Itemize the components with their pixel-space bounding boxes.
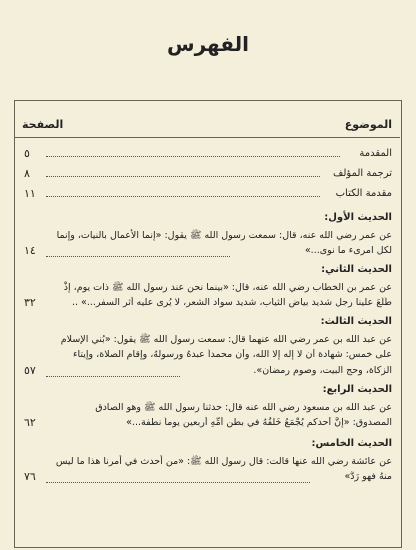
entry-title: ترجمة المؤلف: [333, 168, 392, 179]
dot-leader: [46, 156, 340, 157]
section-line: لكل امرىء ما نوى...»: [304, 245, 392, 256]
entry-page: ٧٦: [24, 470, 36, 483]
entry-page: ٥: [24, 147, 30, 160]
section-line: عن عبد الله بن مسعود رضي الله عنه قال: حدثنا رسول الله ﷺ وهو الصادق: [95, 402, 392, 413]
page-column-header: الصفحة: [22, 118, 64, 131]
section-line: المصدوق: «إنَّ أحدكم يُجْمَعُ خَلْقُهُ في بطن أمِّهِ أربعين يوماً نطفة...»: [126, 417, 392, 428]
topic-column-header: الموضوع: [344, 118, 392, 131]
entry-title: المقدمة: [359, 148, 392, 159]
dot-leader: [46, 176, 320, 177]
page-title: الفهرس: [166, 32, 249, 56]
section-line: طَلَعَ علينا رجل شديد بياض الثياب، شديد سواد الشعر، لا يُرى عليه أثر السفر...» ..: [72, 297, 392, 308]
section-line: عن عائشة رضي الله عنها قالت: قال رسول الله ﷺ: «من أحدث في أمرنا هذا ما ليس: [55, 456, 392, 467]
entry-title: مقدمة الكتاب: [335, 188, 392, 199]
dot-leader: [46, 196, 320, 197]
entry-page: ٨: [24, 167, 30, 180]
entry-page: ١١: [24, 187, 36, 200]
entry-page: ٥٧: [24, 364, 36, 377]
entry-page: ٣٢: [24, 296, 36, 309]
section-line: عن عمر رضي الله عنه، قال: سمعت رسول الله ﷺ يقول: «إنما الأعمال بالنيات، وإنما: [56, 230, 392, 241]
header-divider: [14, 137, 400, 138]
section-line: الزكاة، وحج البيت، وصومِ رمضان».: [253, 365, 392, 376]
dot-leader: [46, 256, 230, 257]
dot-leader: [46, 482, 310, 483]
section-heading: الحديث الرابع:: [322, 384, 392, 395]
section-heading: الحديث الخامس:: [311, 438, 392, 449]
section-heading: الحديث الثالث:: [320, 316, 392, 327]
entry-page: ١٤: [24, 244, 36, 257]
section-line: عن عبد الله بن عمر رضي الله عنهما قال: سمعت رسول الله ﷺ يقول: «بُني الإسلام: [60, 334, 392, 345]
entry-page: ٦٢: [24, 416, 36, 429]
section-line: منهُ فهو رَدٌّ»: [344, 471, 392, 482]
dot-leader: [46, 376, 180, 377]
section-line: عن عمر بن الخطاب رضي الله عنه، قال: «بينما نحن عند رسول الله ﷺ ذات يوم، إذْ: [63, 282, 392, 293]
section-heading: الحديث الثاني:: [321, 264, 392, 275]
section-heading: الحديث الأول:: [324, 212, 392, 223]
section-line: على خمس: شهادة أن لا إله إلا الله، وأن محمداً عبدهُ ورسولهُ، وإقام الصلاة، وإيتاء: [73, 349, 392, 360]
